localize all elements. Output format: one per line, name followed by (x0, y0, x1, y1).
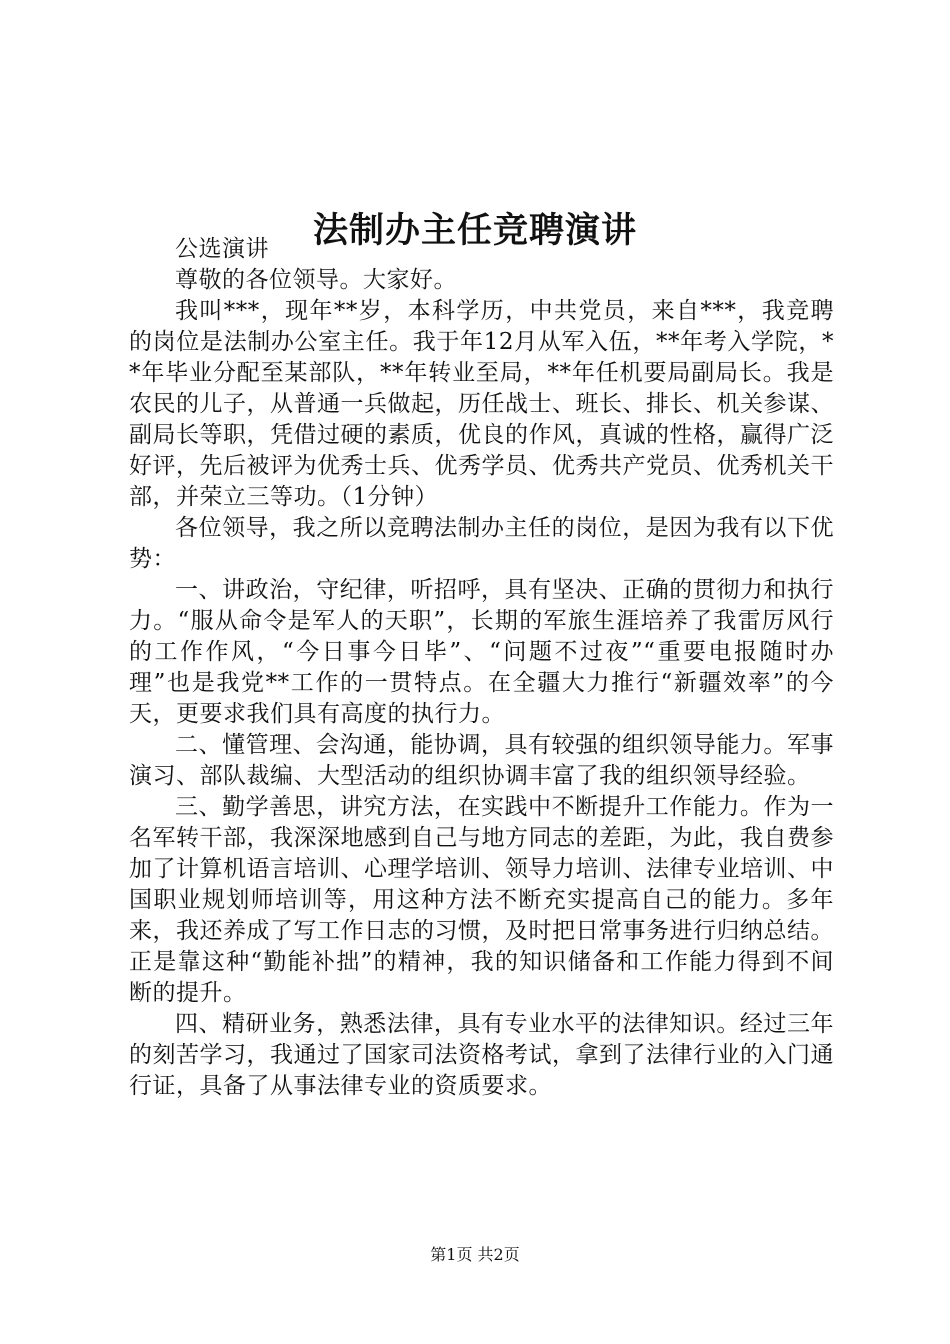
paragraph-advantage-4: 四、精研业务，熟悉法律，具有专业水平的法律知识。经过三年的刻苦学习，我通过了国家司法资格考试，拿到了法律行业的入门通行证，具备了从事法律专业的资质要求。 (129, 1011, 834, 1099)
paragraph-advantage-1: 一、讲政治，守纪律，听招呼，具有坚决、正确的贯彻力和执行力。“服从命令是军人的天职”，长期的军旅生涯培养了我雷厉风行的工作作风，“今日事今日毕”、“问题不过夜”“重要电报随时办理”也是我党**工作的一贯特点。在全疆大力推行“新疆效率”的今天，更要求我们具有高度的执行力。 (129, 577, 834, 727)
document-title: 法制办主任竞聘演讲 (312, 210, 637, 252)
paragraph-self-introduction: 我叫***，现年**岁，本科学历，中共党员，来自***，我竞聘的岗位是法制办公室主任。我于年12月从军入伍，**年考入学院，**年毕业分配至某部队，**年转业至局，**年任机要局副局长。我是农民的儿子，从普通一兵做起，历任战士、班长、排长、机关参谋、副局长等职，凭借过硬的素质，优良的作风，真诚的性格，赢得广泛好评，先后被评为优秀士兵、优秀学员、优秀共产党员、优秀机关干部，并荣立三等功。（1分钟） (129, 298, 834, 510)
document-body (129, 234, 834, 1102)
paragraph-speech-type: 公选演讲 (175, 236, 269, 262)
paragraph-greeting: 尊敬的各位领导。大家好。 (175, 267, 457, 293)
paragraph-advantages-intro: 各位领导，我之所以竞聘法制办主任的岗位，是因为我有以下优势： (129, 515, 834, 572)
paragraph-advantage-2: 二、懂管理、会沟通，能协调，具有较强的组织领导能力。军事演习、部队裁编、大型活动的组织协调丰富了我的组织领导经验。 (129, 732, 834, 789)
page-number-footer: 第1页 共2页 (430, 1245, 520, 1264)
paragraph-advantage-3: 三、勤学善思，讲究方法，在实践中不断提升工作能力。作为一名军转干部，我深深地感到自己与地方同志的差距，为此，我自费参加了计算机语言培训、心理学培训、领导力培训、法律专业培训、中国职业规划师培训等，用这种方法不断充实提高自己的能力。多年来，我还养成了写工作日志的习惯，及时把日常事务进行归纳总结。正是靠这种“勤能补拙”的精神，我的知识储备和工作能力得到不间断的提升。 (129, 794, 834, 1006)
